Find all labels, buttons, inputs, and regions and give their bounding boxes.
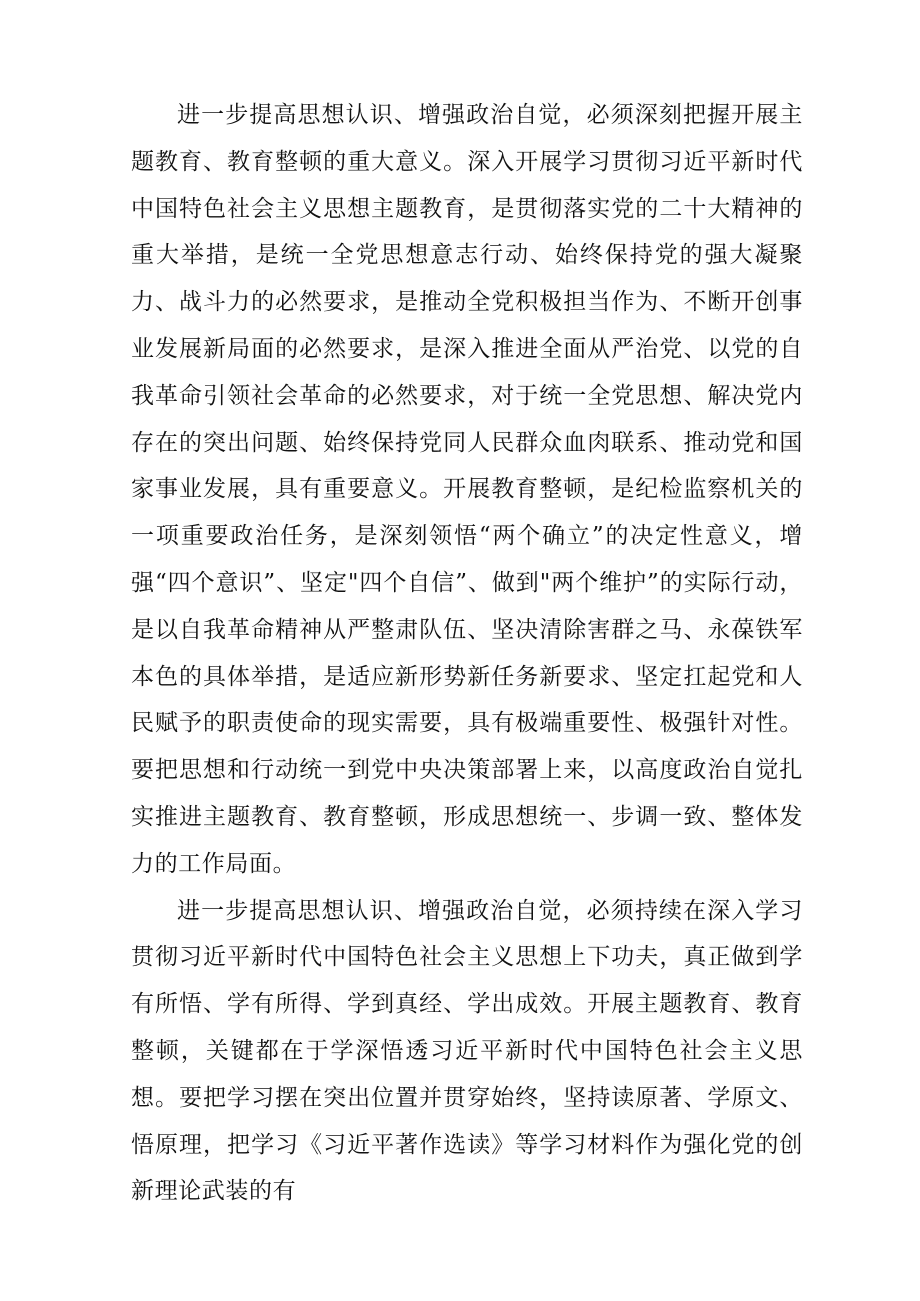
paragraph-theory-study: 进一步提高思想认识、增强政治自觉，必须持续在深入学习贯彻习近平新时代中国特色社会主义思想上下功夫，真正做到学有所悟、学有所得、学到真经、学出成效。开展主题教育、教育整顿，关键都在于学深悟透习近平新时代中国特色社会主义思想。要把学习摆在突出位置并贯穿始终，坚持读原著、学原文、悟原理，把学习《习近平著作选读》等学习材料作为强化党的创新理论武装的有 <box>131 897 803 1205</box>
document-body <box>131 92 803 1215</box>
paragraph-significance: 进一步提高思想认识、增强政治自觉，必须深刻把握开展主题教育、教育整顿的重大意义。深入开展学习贯彻习近平新时代中国特色社会主义思想主题教育，是贯彻落实党的二十大精神的重大举措，是统一全党思想意志行动、始终保持党的强大凝聚力、战斗力的必然要求，是推动全党积极担当作为、不断开创事业发展新局面的必然要求，是深入推进全面从严治党、以党的自我革命引领社会革命的必然要求，对于统一全党思想、解决党内存在的突出问题、始终保持党同人民群众血肉联系、推动党和国家事业发展，具有重要意义。开展教育整顿，是纪检监察机关的一项重要政治任务，是深刻领悟“两个确立”的决定性意义，增强“四个意识”、坚定"四个自信”、做到"两个维护”的实际行动，是以自我革命精神从严整肃队伍、坚决清除害群之马、永葆铁军本色的具体举措，是适应新形势新任务新要求、坚定扛起党和人民赋予的职责使命的现实需要，具有极端重要性、极强针对性。要把思想和行动统一到党中央决策部署上来，以高度政治自觉扎实推进主题教育、教育整顿，形成思想统一、步调一致、整体发力的工作局面。 <box>131 102 803 877</box>
